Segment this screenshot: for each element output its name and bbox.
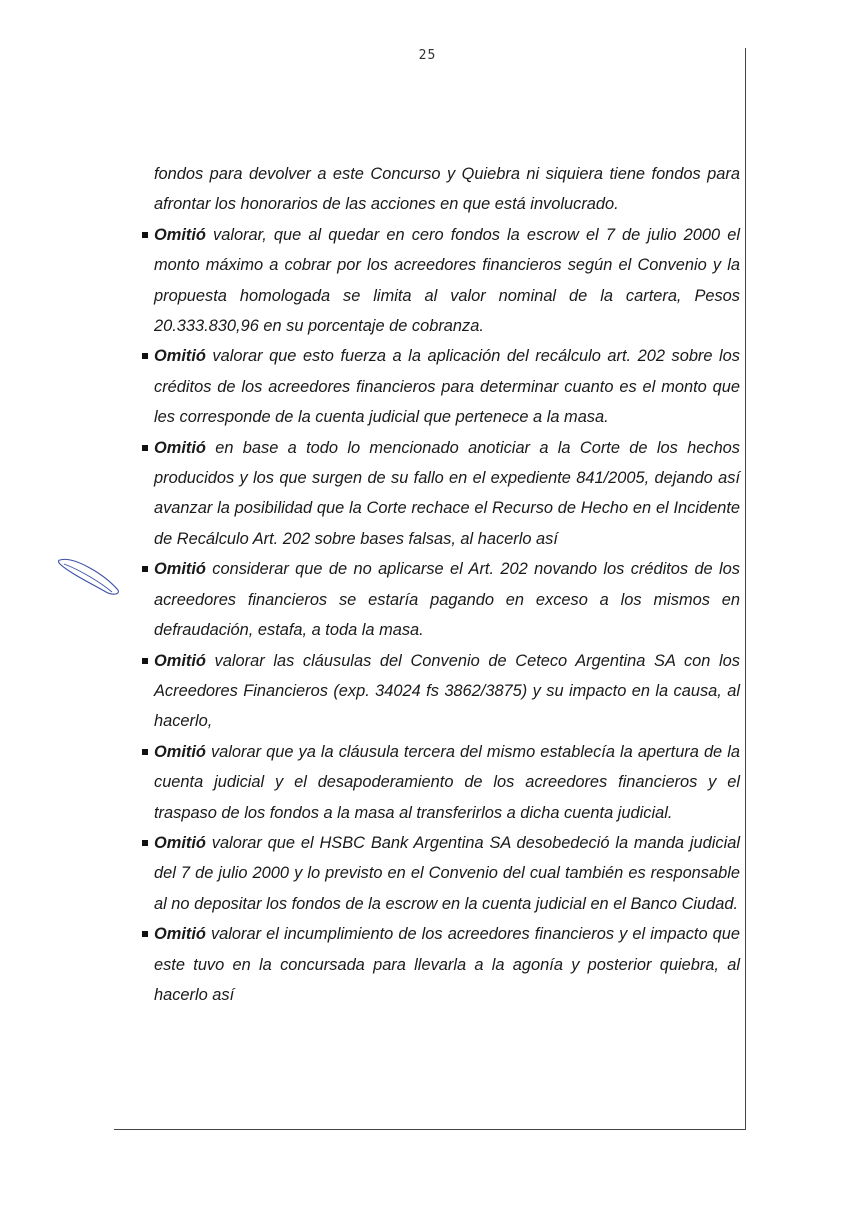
square-bullet-icon — [142, 840, 148, 846]
omission-item — [142, 737, 740, 828]
bottom-rule — [114, 1129, 746, 1130]
omission-item — [142, 828, 740, 919]
pen-mark-icon — [54, 552, 124, 602]
omission-item — [142, 341, 740, 432]
item-keyword: Omitió — [154, 225, 206, 244]
square-bullet-icon — [142, 445, 148, 451]
item-keyword: Omitió — [154, 438, 206, 457]
omission-item — [142, 433, 740, 555]
omission-item — [142, 646, 740, 737]
square-bullet-icon — [142, 931, 148, 937]
item-keyword: Omitió — [154, 651, 206, 670]
item-keyword: Omitió — [154, 925, 206, 944]
item-keyword: Omitió — [154, 742, 206, 761]
item-text: valorar el incumplimiento de los acreedores financieros y el impacto que este tuvo en la concursada para llevarla a la agonía y posterior quiebra, al hacerlo así — [154, 925, 740, 1004]
item-keyword: Omitió — [154, 833, 206, 852]
right-margin-rule — [745, 48, 746, 1130]
item-text: valorar las cláusulas del Convenio de Ceteco Argentina SA con los Acreedores Financieros (exp. 34024 fs 3862/3875) y su impacto en la causa, al hacerlo, — [154, 651, 740, 731]
item-text: en base a todo lo mencionado anoticiar a la Corte de los hechos producidos y los que surgen de su fallo en el expediente 841/2005, dejando así avanzar la posibilidad que la Corte rechace el Recurso de Hecho en el Incidente de Recálculo Art. 202 sobre bases falsas, al hacerlo así — [154, 438, 740, 548]
item-text: valorar que el HSBC Bank Argentina SA desobedeció la manda judicial del 7 de julio 2000 y lo previsto en el Convenio del cual también es responsable al no depositar los fondos de la escrow en la cuenta judicial en el Banco Ciudad. — [154, 833, 740, 913]
square-bullet-icon — [142, 749, 148, 755]
item-text: valorar que esto fuerza a la aplicación del recálculo art. 202 sobre los créditos de los acreedores financieros para determinar cuanto es el monto que les corresponde de la cuenta judicial que pertenece a la masa. — [154, 347, 740, 427]
item-text: valorar, que al quedar en cero fondos la escrow el 7 de julio 2000 el monto máximo a cobrar por los acreedores financieros según el Convenio y la propuesta homologada se limita al valor nominal de la cartera, Pesos 20.333.830,96 en su porcentaje de cobranza. — [154, 225, 740, 336]
omission-item — [142, 220, 740, 342]
omission-list — [142, 220, 740, 1011]
omission-item — [142, 919, 740, 1010]
square-bullet-icon — [142, 353, 148, 359]
square-bullet-icon — [142, 232, 148, 238]
item-keyword: Omitió — [154, 347, 206, 366]
intro-paragraph: fondos para devolver a este Concurso y Quiebra ni siquiera tiene fondos para afrontar los honorarios de las acciones en que está involucrado. — [154, 165, 740, 214]
item-text: valorar que ya la cláusula tercera del mismo establecía la apertura de la cuenta judicial y el desapoderamiento de los acreedores financieros y el traspaso de los fondos a la masa al transferirlos a dicha cuenta judicial. — [154, 742, 740, 822]
document-body — [142, 159, 740, 1010]
omission-item — [142, 554, 740, 645]
square-bullet-icon — [142, 658, 148, 664]
item-text: considerar que de no aplicarse el Art. 202 novando los créditos de los acreedores financieros se estaría pagando en exceso a los mismos en defraudación, estafa, a toda la masa. — [154, 560, 740, 640]
page-number: 25 — [418, 48, 437, 63]
square-bullet-icon — [142, 566, 148, 572]
item-keyword: Omitió — [154, 560, 206, 579]
